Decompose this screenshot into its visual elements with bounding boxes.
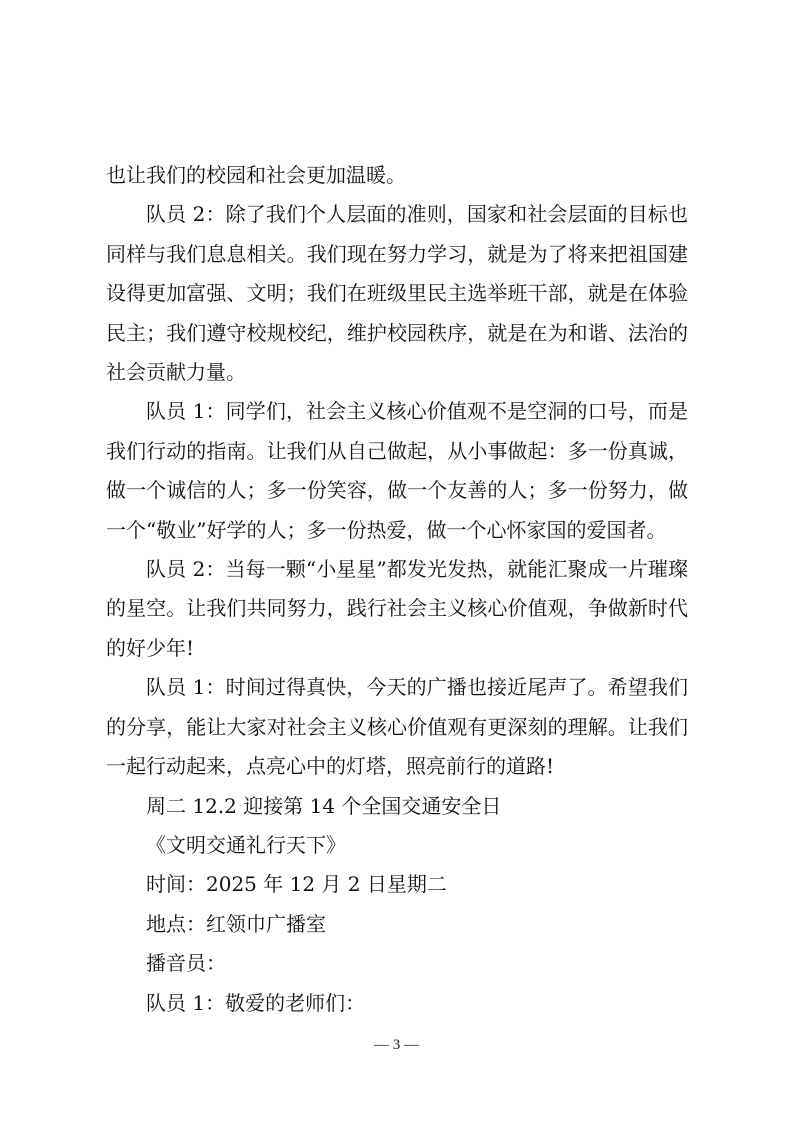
paragraph-member2-goals: 队员 2：除了我们个人层面的准则，国家和社会层面的目标也同样与我们息息相关。我们现在努力学习，就是为了将来把祖国建设得更加富强、文明；我们在班级里民主选举班干部，就是在体验民主；我们遵守校规校纪，维护校园秩序，就是在为和谐、法治的社会贡献力量。 bbox=[106, 202, 688, 385]
program-location: 地点：红领巾广播室 bbox=[146, 911, 326, 936]
program-title: 《文明交通礼行天下》 bbox=[146, 832, 346, 857]
paragraph-member2-stars: 队员 2：当每一颗“小星星”都发光发热，就能汇聚成一片璀璨的星空。让我们共同努力，践行社会主义核心价值观，争做新时代的好少年! bbox=[106, 557, 688, 660]
program-greeting: 队员 1：敬爱的老师们： bbox=[146, 990, 366, 1015]
paragraph-continuation: 也让我们的校园和社会更加温暖。 bbox=[106, 163, 406, 187]
document-body bbox=[106, 156, 688, 1023]
program-heading: 周二 12.2 迎接第 14 个全国交通安全日 bbox=[146, 793, 502, 818]
paragraph-member1-guide: 队员 1：同学们，社会主义核心价值观不是空洞的口号，而是我们行动的指南。让我们从自己做起，从小事做起：多一份真诚，做一个诚信的人；多一份笑容，做一个友善的人；多一份努力，做一个“敬业”好学的人；多一份热爱，做一个心怀家国的爱国者。 bbox=[106, 399, 688, 542]
program-announcer: 播音员： bbox=[146, 951, 226, 976]
program-time: 时间：2025 年 12 月 2 日星期二 bbox=[146, 872, 447, 897]
paragraph-member1-closing: 队员 1：时间过得真快，今天的广播也接近尾声了。希望我们的分享，能让大家对社会主义核心价值观有更深刻的理解。让我们一起行动起来，点亮心中的灯塔，照亮前行的道路! bbox=[106, 675, 688, 779]
page-number: — 3 — bbox=[374, 1037, 419, 1053]
